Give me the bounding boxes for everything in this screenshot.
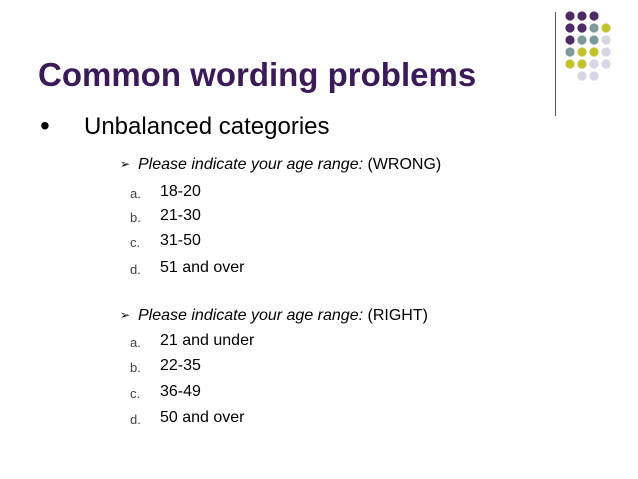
decorative-dot [577,71,586,80]
arrow-bullet-icon: ➢ [120,157,131,171]
decorative-dot [565,11,574,20]
option-text: 36-49 [160,383,201,400]
bullet-dot-icon: • [40,110,50,141]
decorative-dot [565,23,574,32]
decorative-dot [601,59,610,68]
option-text: 51 and over [160,259,245,276]
option-letter: d. [130,262,141,277]
option-text: 22-35 [160,357,201,374]
decorative-dot [589,35,598,44]
option-letter: b. [130,360,141,375]
slide-title: Common wording problems [38,56,477,93]
decorative-dot [601,35,610,44]
option-letter: d. [130,412,141,427]
decorative-dot [589,71,598,80]
decorative-dot [577,23,586,32]
decorative-dot [589,11,598,20]
decorative-dot [565,47,574,56]
question-prompt: Please indicate your age range: [138,156,364,173]
decorative-dot [565,59,574,68]
question-tag: (WRONG) [363,156,442,173]
option-letter: c. [130,235,141,250]
option-text: 50 and over [160,409,245,426]
decorative-dot [589,47,598,56]
option-text: 31-50 [160,232,201,249]
decorative-dot [589,59,598,68]
option-letter: a. [130,335,141,350]
option-letter: a. [130,186,141,201]
decorative-dot [589,23,598,32]
vertical-divider [555,12,556,116]
option-letter: b. [130,210,141,225]
decorative-dot [565,35,574,44]
question-tag: (RIGHT) [363,307,428,324]
arrow-bullet-icon: ➢ [120,308,131,322]
option-text: 21-30 [160,207,201,224]
question-wrong [120,156,441,174]
question-right [120,307,428,325]
main-bullet-text: Unbalanced categories [84,113,330,140]
decorative-dot [577,35,586,44]
decorative-dot [601,47,610,56]
decorative-dot [577,47,586,56]
option-letter: c. [130,386,141,401]
question-prompt: Please indicate your age range: [138,307,364,324]
decorative-dot [577,11,586,20]
decorative-dot [577,59,586,68]
option-text: 18-20 [160,183,201,200]
decorative-dot [601,23,610,32]
option-text: 21 and under [160,332,255,349]
